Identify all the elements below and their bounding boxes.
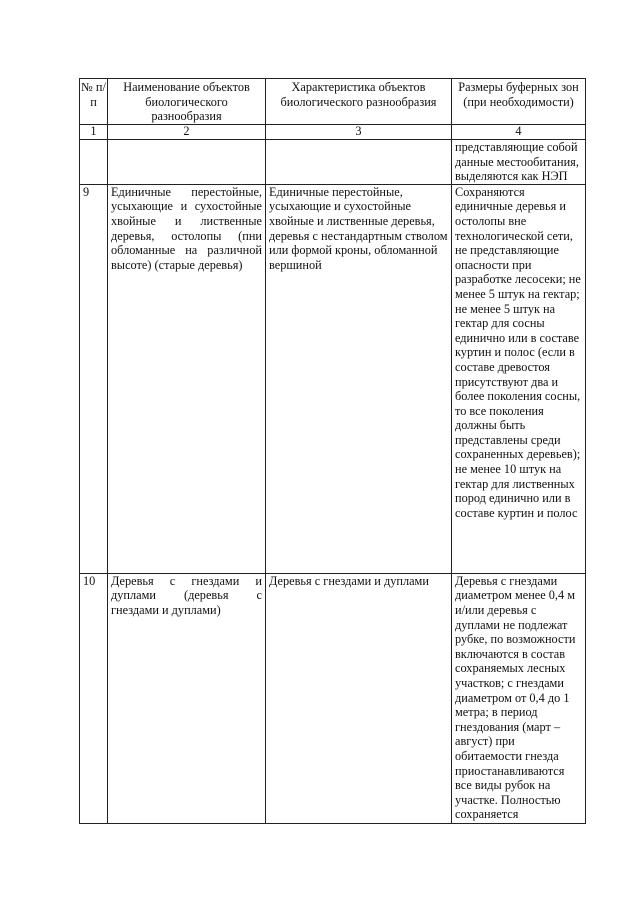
buffer-size-cell: Сохраняются единичные деревья и остолопы вне технологической сети, не представляющие опасности при разработке лесосеки; не менее 5 штук на гектар; не менее 5 штук на гектар для сосны единично или в составе куртин и полос (если в составе древостоя присутствуют два и более поколения сосны, то все поколения должны быть представлены среди сохраненных деревьев); не менее 10 штук на гектар для лиственных пород единично или в составе куртин и полос: [452, 184, 586, 573]
column-number: 3: [266, 125, 452, 140]
table-header-row: [80, 79, 586, 125]
object-name-cell: Деревья с гнездами и дуплами (деревья с гнездами и дуплами): [108, 573, 266, 823]
header-buffer-size: Размеры буферных зон (при необходимости): [452, 79, 586, 125]
object-name-cell: [108, 140, 266, 185]
column-number: 4: [452, 125, 586, 140]
column-number-row: [80, 125, 586, 140]
characteristic-cell: Деревья с гнездами и дуплами: [266, 573, 452, 823]
biodiversity-table: [79, 78, 586, 824]
buffer-size-cell: представляющие собой данные местообитания, выделяются как НЭП: [452, 140, 586, 185]
header-characteristic: Характеристика объектов биологического разнообразия: [266, 79, 452, 125]
column-number: 1: [80, 125, 108, 140]
row-number: 9: [80, 184, 108, 573]
row-number: [80, 140, 108, 185]
table-row: [80, 573, 586, 823]
object-name-cell: Единичные перестойные, усыхающие и сухостойные хвойные и лиственные деревья, остолопы (пни обломанные на различной высоте) (старые деревья): [108, 184, 266, 573]
table-row: [80, 184, 586, 573]
table-row: [80, 140, 586, 185]
buffer-size-cell: Деревья с гнездами диаметром менее 0,4 м и/или деревья с дуплами не подлежат рубке, по возможности включаются в состав сохраняемых лесных участков; с гнездами диаметром от 0,4 до 1 метра; в период гнездования (март – август) при обитаемости гнезда приостанавливаются все виды рубок на участке. Полностью сохраняется: [452, 573, 586, 823]
row-number: 10: [80, 573, 108, 823]
characteristic-cell: Единичные перестойные, усыхающие и сухостойные хвойные и лиственные деревья, деревья с нестандартным стволом или формой кроны, обломанной вершиной: [266, 184, 452, 573]
header-object-name: Наименование объектов биологического разнообразия: [108, 79, 266, 125]
header-number: № п/п: [80, 79, 108, 125]
column-number: 2: [108, 125, 266, 140]
characteristic-cell: [266, 140, 452, 185]
